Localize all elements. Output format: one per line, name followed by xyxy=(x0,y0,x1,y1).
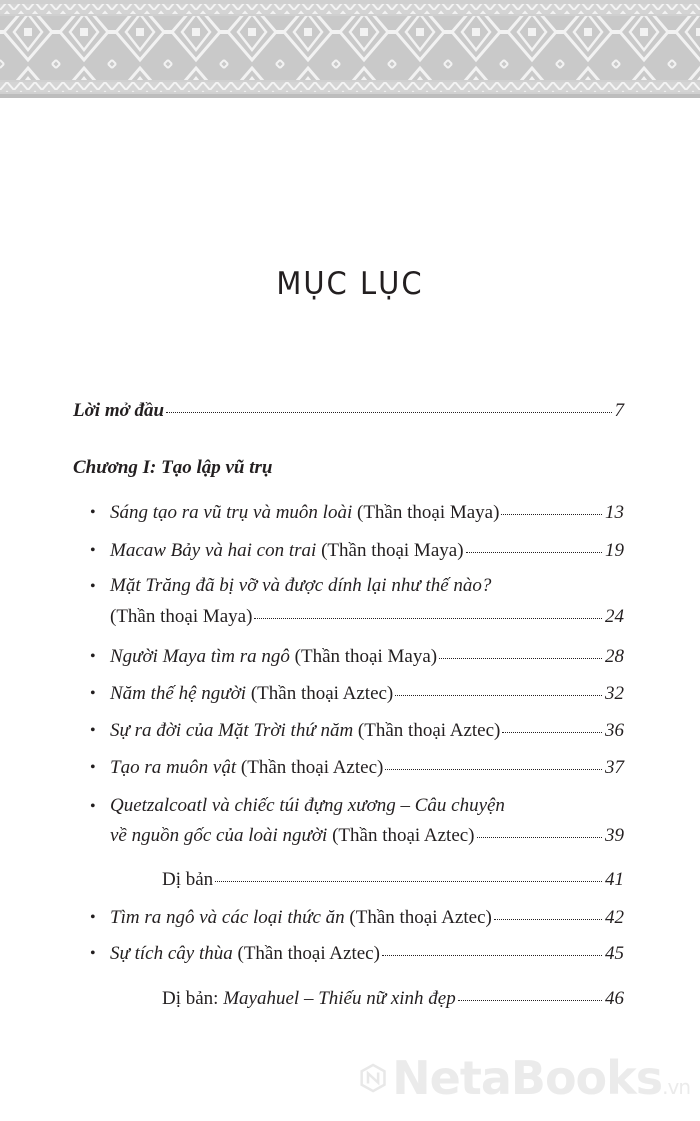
toc-page-number: 36 xyxy=(605,720,624,741)
decorative-pattern-banner xyxy=(0,0,700,100)
toc-entry-title: Sự tích cây thùa xyxy=(110,943,233,964)
toc-entry-source: (Thần thoại Aztec) xyxy=(250,683,394,704)
toc-entry-source: (Thần thoại Aztec) xyxy=(357,720,501,741)
toc-page-number: 28 xyxy=(605,646,624,667)
toc-page-number: 7 xyxy=(614,400,624,421)
watermark-text: NetaBooks.vn xyxy=(392,1051,690,1105)
bullet-icon: • xyxy=(90,722,96,739)
toc-page-number: 24 xyxy=(605,606,624,627)
bullet-icon: • xyxy=(90,542,96,559)
dot-leader xyxy=(458,1000,602,1001)
toc-entry-source: (Thần thoại Maya) xyxy=(294,646,438,667)
toc-entry-title: Tìm ra ngô và các loại thức ăn xyxy=(110,907,345,928)
toc-page-number: 41 xyxy=(605,869,624,890)
dot-leader xyxy=(254,618,602,619)
dot-leader xyxy=(466,552,602,553)
toc-page-number: 19 xyxy=(605,540,624,561)
toc-entry-variant-label: Dị bản: xyxy=(162,988,219,1009)
dot-leader xyxy=(166,412,611,413)
toc-entry-source: (Thần thoại Aztec) xyxy=(240,757,384,778)
toc-entry[interactable] xyxy=(110,502,624,524)
toc-entry-source: (Thần thoại Maya) xyxy=(321,540,464,561)
toc-entry[interactable] xyxy=(110,606,624,628)
toc-entry-variant[interactable] xyxy=(162,869,624,891)
toc-entry-title: Mặt Trăng đã bị vỡ và được dính lại như thế nào? xyxy=(110,575,492,596)
dot-leader xyxy=(477,837,602,838)
toc-entry-source: (Thần thoại Maya) xyxy=(357,502,500,523)
toc-entry-label: Lời mở đầu xyxy=(73,400,165,421)
toc-entry-title: Tạo ra muôn vật xyxy=(110,757,237,778)
bullet-icon: • xyxy=(90,578,96,595)
toc-entry-title: Sự ra đời của Mặt Trời thứ năm xyxy=(110,720,354,741)
toc-entry[interactable] xyxy=(110,825,624,847)
toc-entry[interactable] xyxy=(110,646,624,668)
toc-entry[interactable] xyxy=(110,720,624,742)
toc-page-number: 46 xyxy=(605,988,624,1009)
dot-leader xyxy=(215,881,602,882)
toc-entry-title: Mayahuel – Thiếu nữ xinh đẹp xyxy=(223,988,456,1009)
toc-entry-title: Quetzalcoatl và chiếc túi đựng xương – Câu chuyện xyxy=(110,795,505,816)
bullet-icon: • xyxy=(90,685,96,702)
toc-page-number: 42 xyxy=(605,907,624,928)
toc-entry-title: về nguồn gốc của loài người xyxy=(110,825,328,846)
toc-entry-title: Năm thế hệ người xyxy=(110,683,247,704)
bullet-icon: • xyxy=(90,798,96,815)
watermark xyxy=(360,1043,690,1113)
toc-entry[interactable] xyxy=(110,683,624,705)
toc-entry-title-line1[interactable] xyxy=(110,575,491,597)
bullet-icon: • xyxy=(90,504,96,521)
toc-entry[interactable] xyxy=(110,540,624,562)
toc-page-number: 32 xyxy=(605,683,624,704)
page-title: MỤC LỤC xyxy=(276,264,424,302)
bullet-icon: • xyxy=(90,648,96,665)
toc-entry[interactable] xyxy=(110,943,624,965)
toc-page-number: 37 xyxy=(605,757,624,778)
toc-entry-preface[interactable] xyxy=(73,400,624,422)
dot-leader xyxy=(439,658,602,659)
dot-leader xyxy=(395,695,602,696)
toc-page-number: 45 xyxy=(605,943,624,964)
toc-page-number: 39 xyxy=(605,825,624,846)
toc-entry-title-line1[interactable] xyxy=(110,795,505,817)
toc-entry-title: Sáng tạo ra vũ trụ và muôn loài xyxy=(110,502,353,523)
toc-entry-source: (Thần thoại Aztec) xyxy=(332,825,475,846)
toc-entry-title: Macaw Bảy và hai con trai xyxy=(110,540,317,561)
toc-entry[interactable] xyxy=(110,907,624,929)
toc-entry[interactable] xyxy=(110,757,624,779)
chapter-heading: Chương I: Tạo lập vũ trụ xyxy=(73,457,273,478)
dot-leader xyxy=(382,955,602,956)
toc-entry-source: (Thần thoại Aztec) xyxy=(349,907,492,928)
toc-entry-source: (Thần thoại Aztec) xyxy=(237,943,380,964)
bullet-icon: • xyxy=(90,909,96,926)
toc-entry-title: Người Maya tìm ra ngô xyxy=(110,646,290,667)
bullet-icon: • xyxy=(90,759,96,776)
toc-entry-variant-label: Dị bản xyxy=(162,869,214,890)
toc-page-number: 13 xyxy=(605,502,624,523)
toc-entry-source: (Thần thoại Maya) xyxy=(110,606,253,627)
dot-leader xyxy=(385,769,602,770)
netabooks-logo-icon xyxy=(360,1045,386,1111)
toc-entry-variant[interactable] xyxy=(162,988,624,1010)
dot-leader xyxy=(501,514,602,515)
bullet-icon: • xyxy=(90,945,96,962)
dot-leader xyxy=(502,732,602,733)
dot-leader xyxy=(494,919,602,920)
